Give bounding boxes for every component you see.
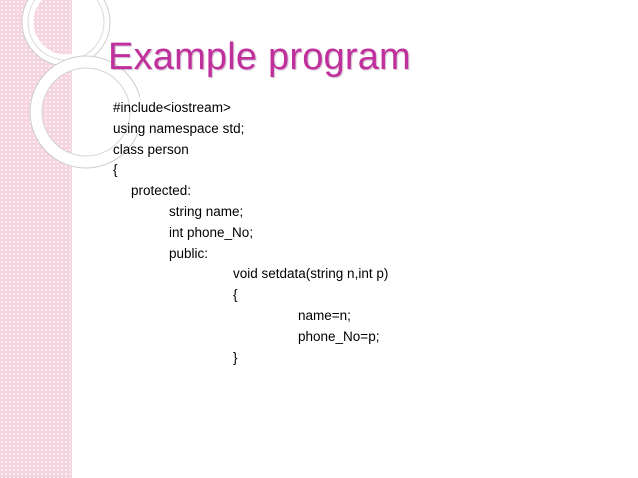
code-line: }: [233, 349, 238, 365]
code-line: string name;: [169, 203, 244, 219]
code-line: name=n;: [298, 307, 351, 323]
code-line: void setdata(string n,int p): [233, 266, 389, 282]
code-line: public:: [169, 245, 209, 261]
code-line: class person: [113, 141, 189, 157]
code-block: [113, 98, 388, 368]
code-line: {: [233, 287, 238, 303]
slide-title: Example program: [108, 36, 411, 78]
code-line: int phone_No;: [169, 224, 254, 240]
code-line: #include<iostream>: [113, 100, 231, 115]
code-line: {: [113, 162, 118, 178]
decorative-left-band: [0, 0, 71, 478]
band-edge-line: [70, 0, 72, 478]
code-line: using namespace std;: [113, 120, 245, 136]
code-line: phone_No=p;: [298, 328, 380, 344]
code-line: protected:: [131, 183, 192, 199]
